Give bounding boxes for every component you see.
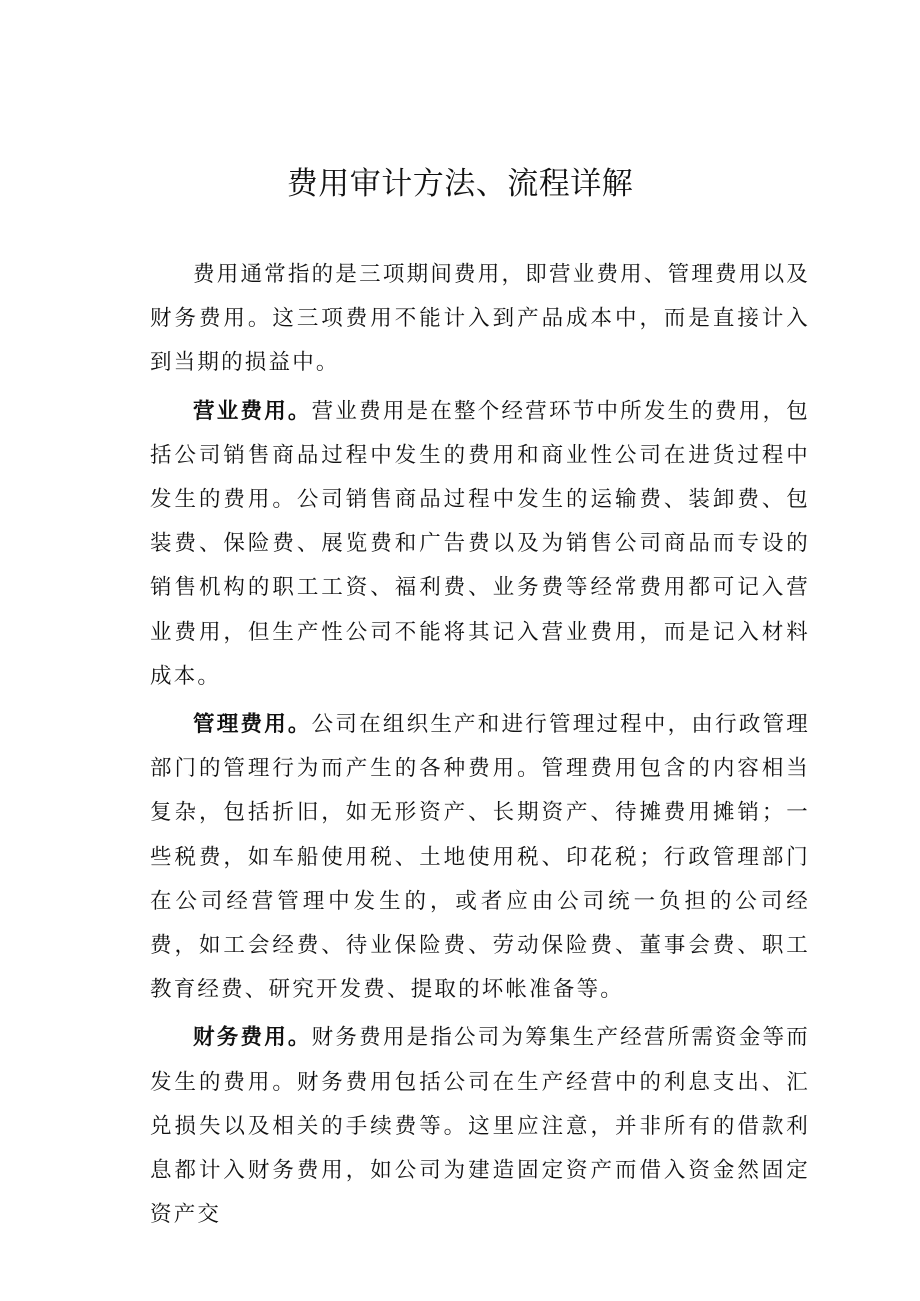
intro-paragraph: 费用通常指的是三项期间费用，即营业费用、管理费用以及财务费用。这三项费用不能计入到产品成本中，而是直接计入到当期的损益中。 [150,262,810,376]
section-financial-expenses [150,1016,810,1237]
section-text: 公司在组织生产和进行管理过程中，由行政管理部门的管理行为而产生的各种费用。管理费用包含的内容相当复杂，包括折旧，如无形资产、长期资产、待摊费用摊销；一些税费，如车船使用税、土地使用税、印花税；行政管理部门在公司经营管理中发生的，或者应由公司统一负担的公司经费，如工会经费、待业保险费、劳动保险费、董事会费、职工教育经费、研究开发费、提取的坏帐准备等。 [150,712,810,1003]
section-heading: 财务费用。 [193,1025,312,1051]
section-administrative-expenses [150,703,810,1012]
document-title: 费用审计方法、流程详解 [286,166,634,202]
section-operating-expenses [150,390,810,699]
section-text: 营业费用是在整个经营环节中所发生的费用，包括公司销售商品过程中发生的费用和商业性公司在进货过程中发生的费用。公司销售商品过程中发生的运输费、装卸费、包装费、保险费、展览费和广告费以及为销售公司商品而专设的销售机构的职工工资、福利费、业务费等经常费用都可记入营业费用，但生产性公司不能将其记入营业费用，而是记入材料成本。 [150,398,810,689]
section-heading: 管理费用。 [193,712,312,738]
section-heading: 营业费用。 [193,398,312,424]
document-body [150,253,810,1241]
section-text: 财务费用是指公司为筹集生产经营所需资金等而发生的费用。财务费用包括公司在生产经营中的利息支出、汇兑损失以及相关的手续费等。这里应注意，并非所有的借款利息都计入财务费用，如公司为建造固定资产而借入资金然固定资产交 [150,1025,810,1228]
